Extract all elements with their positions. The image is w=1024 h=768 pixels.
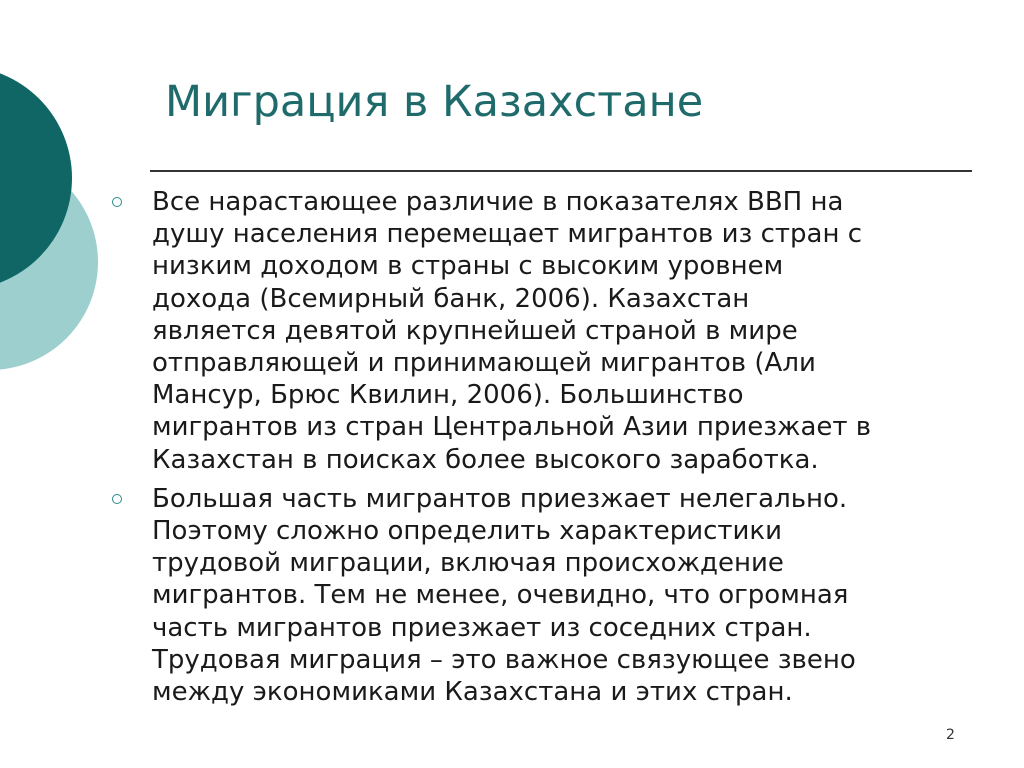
bullet-text — [152, 186, 982, 476]
text-line: трудовой миграции, включая происхождение — [152, 548, 784, 579]
title-divider — [150, 170, 972, 172]
text-line: душу населения перемещает мигрантов из стран с — [152, 219, 863, 250]
text-line: Все нарастающее различие в показателях ВВП на — [152, 187, 844, 217]
text-line: отправляющей и принимающей мигрантов (Али — [152, 348, 816, 379]
text-line: Казахстан в поисках более высокого заработка. — [152, 444, 819, 475]
text-line: является девятой крупнейшей страной в мире — [152, 315, 798, 346]
bullet-item-illegal-migration — [112, 483, 982, 708]
bullet-text — [152, 483, 982, 708]
text-line: Поэтому сложно определить характеристики — [152, 516, 783, 547]
text-line: мигрантов из стран Центральной Азии приезжает в — [152, 412, 872, 443]
bullet-list — [112, 186, 982, 715]
bullet-item-gdp-migration — [112, 186, 982, 476]
page-number: 2 — [946, 727, 955, 743]
text-line: дохода (Всемирный банк, 2006). Казахстан — [152, 283, 750, 314]
text-line: между экономиками Казахстана и этих стран. — [152, 677, 793, 708]
text-line: часть мигрантов приезжает из соседних стран. — [152, 612, 812, 643]
text-line: Мансур, Брюс Квилин, 2006). Большинство — [152, 380, 744, 411]
hollow-circle-bullet-icon — [112, 494, 122, 504]
text-line: мигрантов. Тем не менее, очевидно, что огромная — [152, 580, 849, 611]
hollow-circle-bullet-icon — [112, 197, 122, 207]
text-line: Трудовая миграция – это важное связующее звено — [152, 644, 856, 675]
text-line: Большая часть мигрантов приезжает нелегально. — [152, 483, 848, 514]
slide-title: Миграция в Казахстане — [165, 77, 704, 127]
text-line: низким доходом в страны с высоким уровнем — [152, 251, 784, 282]
